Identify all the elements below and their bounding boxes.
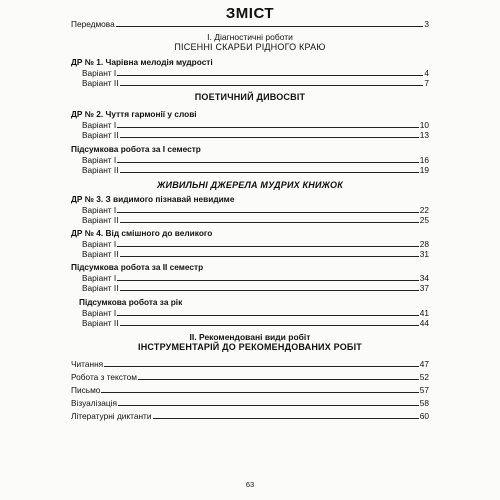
toc-label: Варіант ІІ <box>82 318 119 328</box>
toc-label: Варіант І <box>82 239 117 249</box>
toc-entry[interactable] <box>82 282 429 293</box>
toc-page: 52 <box>419 372 429 382</box>
toc-group-title: ДР № 4. Від смішного до великого <box>71 228 213 238</box>
toc-label: Варіант ІІ <box>82 249 119 259</box>
toc-label: Робота з текстом <box>71 372 137 382</box>
leader-line <box>101 392 418 393</box>
toc-page: 34 <box>419 273 429 283</box>
toc-entry[interactable] <box>82 129 429 140</box>
section-subheading: ПОЕТИЧНИЙ ДИВОСВІТ <box>194 92 306 102</box>
toc-page: 4 <box>424 68 429 78</box>
leader-line <box>120 172 419 173</box>
leader-line <box>120 325 419 326</box>
toc-page: 37 <box>419 283 429 293</box>
toc-group-title: ДР № 3. З видимого пізнавай невидиме <box>71 194 235 204</box>
leader-line <box>153 418 419 419</box>
toc-entry[interactable] <box>71 410 429 421</box>
toc-page: 10 <box>419 120 429 130</box>
toc-entry[interactable] <box>71 371 429 382</box>
leader-line <box>117 162 419 163</box>
toc-label: Читання <box>71 359 104 369</box>
toc-page: 60 <box>419 411 429 421</box>
toc-page: 44 <box>419 318 429 328</box>
toc-label: Варіант І <box>82 120 117 130</box>
toc-page: 58 <box>419 398 429 408</box>
toc-label: Варіант ІІ <box>82 165 119 175</box>
toc-label: Варіант ІІ <box>82 130 119 140</box>
toc-entry-foreword[interactable] <box>71 18 429 29</box>
toc-label: Письмо <box>71 385 101 395</box>
leader-line <box>138 379 419 380</box>
toc-page: 28 <box>419 239 429 249</box>
toc-label: Варіант І <box>82 205 117 215</box>
leader-line <box>118 405 419 406</box>
toc-label: Варіант І <box>82 273 117 283</box>
toc-label: Варіант І <box>82 68 117 78</box>
section-subheading: ІНСТРУМЕНТАРІЙ ДО РЕКОМЕНДОВАНИХ РОБІТ <box>138 342 362 352</box>
toc-group-title: Підсумкова робота за І семестр <box>71 144 201 154</box>
toc-label: Варіант І <box>82 155 117 165</box>
leader-line <box>117 75 423 76</box>
toc-label: Передмова <box>71 19 115 29</box>
toc-label: Варіант ІІ <box>82 215 119 225</box>
toc-entry[interactable] <box>82 77 429 88</box>
toc-page: 31 <box>419 249 429 259</box>
toc-group-title: Підсумкова робота за рік <box>79 297 183 307</box>
toc-entry[interactable] <box>71 384 429 395</box>
section-heading: ІІ. Рекомендовані види робіт <box>189 332 311 342</box>
toc-page: 57 <box>419 385 429 395</box>
toc-entry[interactable] <box>82 214 429 225</box>
toc-entry[interactable] <box>71 397 429 408</box>
leader-line <box>120 137 419 138</box>
leader-line <box>120 222 419 223</box>
leader-line <box>117 280 419 281</box>
toc-entry[interactable] <box>71 358 429 369</box>
leader-line <box>116 26 424 27</box>
leader-line <box>117 212 419 213</box>
toc-page: 41 <box>419 308 429 318</box>
toc-entry[interactable] <box>82 317 429 328</box>
toc-group-title: ДР № 1. Чарівна мелодія мудрості <box>71 57 213 67</box>
toc-entry[interactable] <box>82 164 429 175</box>
leader-line <box>117 246 419 247</box>
toc-label: Варіант І <box>82 308 117 318</box>
toc-page: 13 <box>419 130 429 140</box>
toc-page: 22 <box>419 205 429 215</box>
toc-label: Літературні диктанти <box>71 411 152 421</box>
section-subheading: ПІСЕННІ СКАРБИ РІДНОГО КРАЮ <box>174 42 326 52</box>
toc-entry[interactable] <box>82 248 429 259</box>
toc-page: 19 <box>419 165 429 175</box>
toc-page: 3 <box>424 19 429 29</box>
toc-page: 25 <box>419 215 429 225</box>
toc-label: Варіант ІІ <box>82 78 119 88</box>
leader-line <box>120 85 424 86</box>
page-title: ЗМІСТ <box>225 5 275 22</box>
section-subheading: ЖИВИЛЬНІ ДЖЕРЕЛА МУДРИХ КНИЖОК <box>157 180 343 190</box>
toc-group-title: Підсумкова робота за ІІ семестр <box>71 262 204 272</box>
section-heading: І. Діагностичні роботи <box>207 32 293 42</box>
toc-page: 16 <box>419 155 429 165</box>
leader-line <box>104 366 419 367</box>
page-number: 63 <box>245 480 255 489</box>
toc-label: Візуалізація <box>71 398 117 408</box>
leader-line <box>117 315 419 316</box>
toc-label: Варіант ІІ <box>82 283 119 293</box>
leader-line <box>120 256 419 257</box>
leader-line <box>117 127 419 128</box>
toc-page: 47 <box>419 359 429 369</box>
toc-page: 7 <box>424 78 429 88</box>
toc-group-title: ДР № 2. Чуття гармонії у слові <box>71 109 197 119</box>
leader-line <box>120 290 419 291</box>
